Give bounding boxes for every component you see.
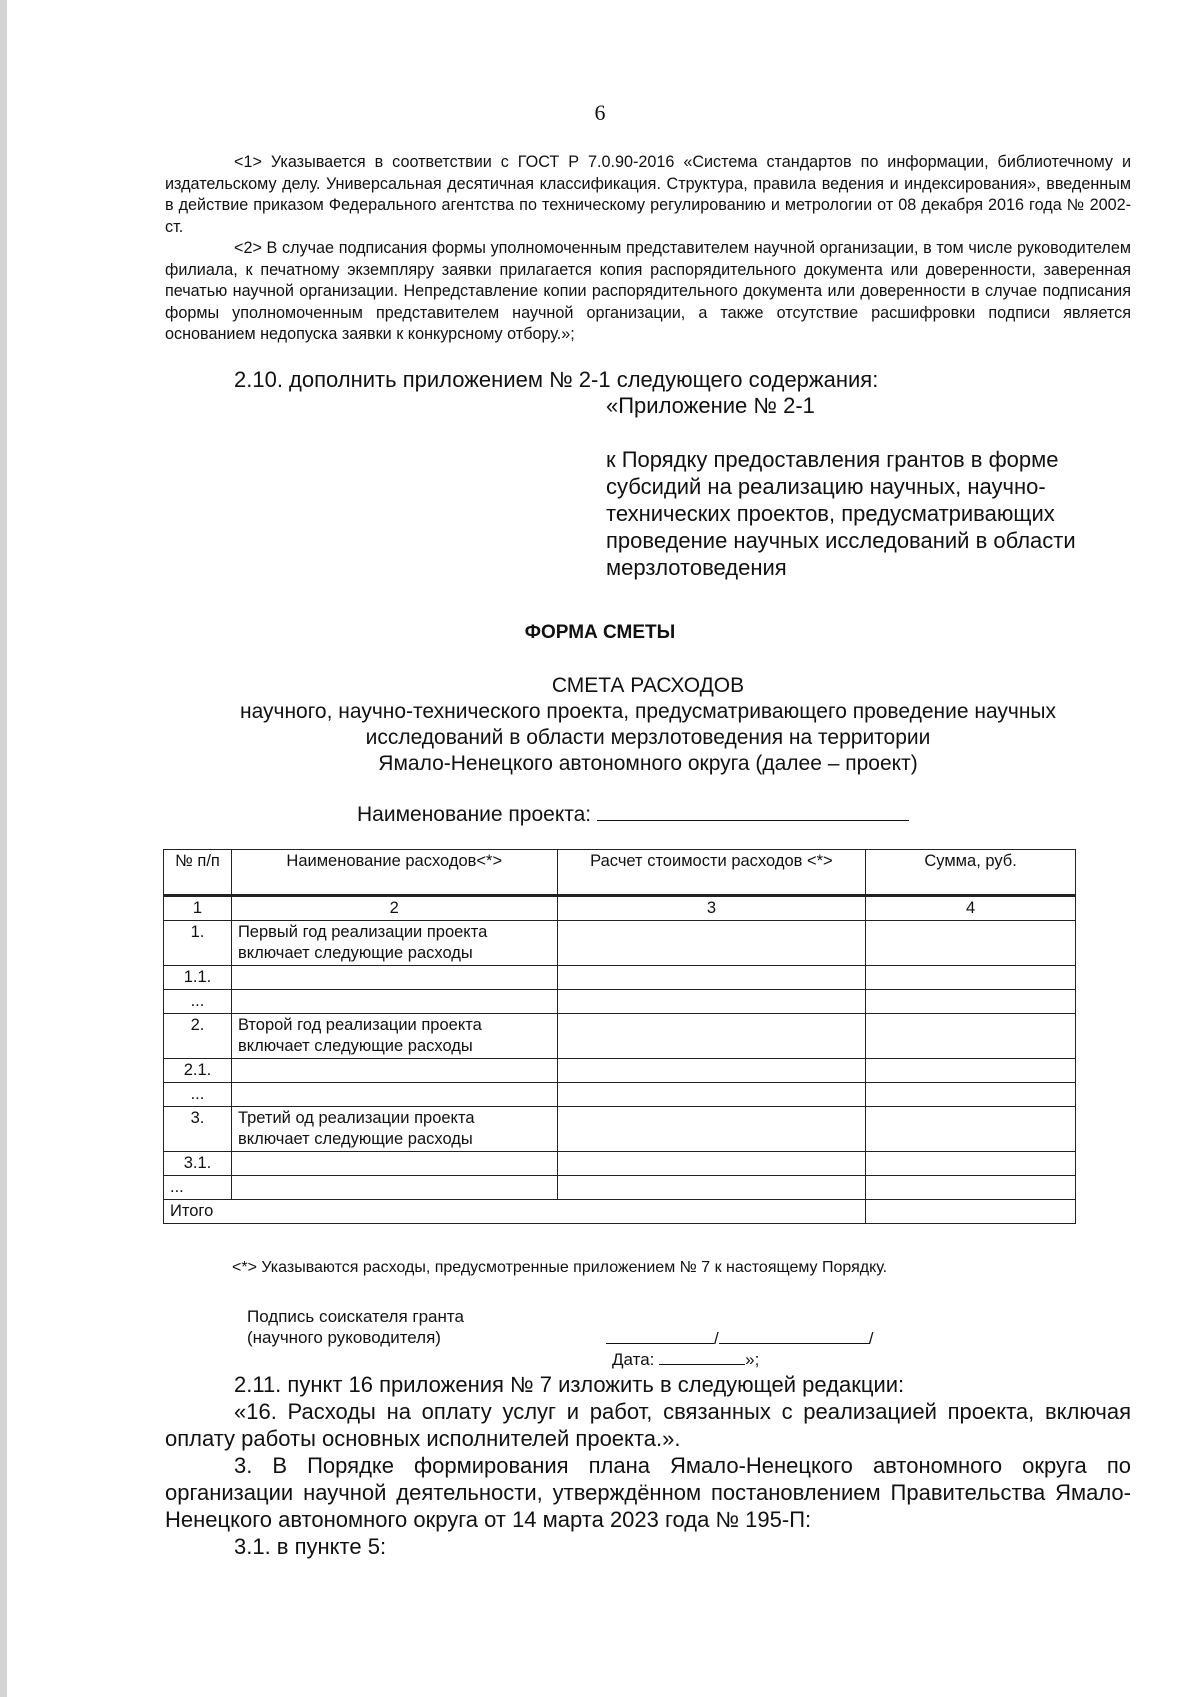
project-name-blank: [597, 800, 909, 821]
signature-blank: [606, 1327, 714, 1344]
body-text: [165, 1371, 1131, 1560]
scan-left-edge: [0, 0, 7, 1697]
signature-sep-2: /: [868, 1329, 874, 1348]
row-calc: [557, 1176, 866, 1200]
clause-3: 3. В Порядке формирования плана Ямало-Ненецкого автономного округа по организации научной деятельности, утверждённом постановлением Правительства Ямало-Ненецкого автономного округа от 14 марта 2023 года № 195-П:: [165, 1453, 1131, 1532]
row-calc: [557, 1083, 866, 1107]
colnum-4: 4: [866, 896, 1076, 921]
signature-decipher-blank: [719, 1327, 869, 1344]
row-calc: [557, 1059, 866, 1083]
row-num: ...: [164, 1083, 232, 1107]
estimate-heading: [165, 673, 1131, 777]
date-blank: [659, 1348, 745, 1365]
colnum-3: 3: [557, 896, 866, 921]
colnum-1: 1: [164, 896, 232, 921]
row-calc: [557, 1107, 866, 1152]
row-sum: [866, 1107, 1076, 1152]
row-calc: [557, 921, 866, 966]
header-sum: Сумма, руб.: [866, 850, 1076, 896]
date-prefix: Дата:: [612, 1350, 655, 1369]
row-sum: [866, 966, 1076, 990]
page-number: 6: [594, 100, 606, 125]
row-sum: [866, 1014, 1076, 1059]
row-sum: [866, 921, 1076, 966]
colnum-2: 2: [231, 896, 557, 921]
row-name: Третий од реализации проекта включает следующие расходы: [231, 1107, 557, 1152]
project-name-label: Наименование проекта:: [357, 803, 592, 826]
row-name: Первый год реализации проекта включает следующие расходы: [231, 921, 557, 966]
row-sum: [866, 1152, 1076, 1176]
row-sum: [866, 1083, 1076, 1107]
table-row: [164, 1107, 1076, 1152]
row-sum: [866, 1059, 1076, 1083]
row-num: 1.1.: [164, 966, 232, 990]
row-name: Второй год реализации проекта включает следующие расходы: [231, 1014, 557, 1059]
total-row: [164, 1200, 1076, 1224]
appendix-title: «Приложение № 2-1: [606, 393, 815, 418]
table-row: [164, 1014, 1076, 1059]
appendix-subtitle: к Порядку предоставления грантов в форме субсидий на реализацию научных, научно-технических проектов, предусматривающих проведение научных исследований в области мерзлотоведения: [606, 447, 1076, 580]
header-calc: Расчет стоимости расходов <*>: [557, 850, 866, 896]
row-name: [231, 990, 557, 1014]
table-row: [164, 966, 1076, 990]
signature-label: [247, 1306, 464, 1348]
estimate-title: СМЕТА РАСХОДОВ: [551, 674, 745, 697]
row-name: [231, 1083, 557, 1107]
footnotes: [165, 152, 1131, 346]
project-name-field: [357, 800, 909, 827]
row-name: [231, 1152, 557, 1176]
table-row: [164, 921, 1076, 966]
row-name: [231, 1059, 557, 1083]
table-note: <*> Указываются расходы, предусмотренные приложением № 7 к настоящему Порядку.: [232, 1259, 888, 1276]
form-title: ФОРМА СМЕТЫ: [524, 622, 676, 643]
clause-3-1: 3.1. в пункте 5:: [234, 1534, 387, 1559]
appendix-header: [606, 392, 1116, 581]
column-number-row: [164, 896, 1076, 921]
estimate-subtitle-3: Ямало-Ненецкого автономного округа (далее – проект): [378, 752, 918, 775]
date-suffix: »;: [745, 1350, 760, 1369]
row-num: ...: [164, 1176, 232, 1200]
row-calc: [557, 966, 866, 990]
clause-2-11: 2.11. пункт 16 приложения № 7 изложить в следующей редакции:: [234, 1372, 905, 1397]
row-num: 3.1.: [164, 1152, 232, 1176]
table-row: [164, 1059, 1076, 1083]
row-calc: [557, 1014, 866, 1059]
signature-line: [606, 1327, 873, 1349]
row-num: 3.: [164, 1107, 232, 1152]
header-num: № п/п: [164, 850, 232, 896]
table-row: [164, 1176, 1076, 1200]
estimate-table: [163, 849, 1076, 1224]
row-name: [231, 1176, 557, 1200]
date-line: [612, 1348, 759, 1370]
row-calc: [557, 990, 866, 1014]
row-num: ...: [164, 990, 232, 1014]
estimate-subtitle-2: исследований в области мерзлотоведения на территории: [365, 726, 931, 749]
estimate-subtitle-1: научного, научно-технического проекта, предусматривающего проведение научных: [239, 700, 1057, 723]
row-num: 2.: [164, 1014, 232, 1059]
table-row: [164, 990, 1076, 1014]
signature-label-2: (научного руководителя): [247, 1328, 441, 1347]
signature-label-1: Подпись соискателя гранта: [247, 1307, 464, 1326]
table-row: [164, 1083, 1076, 1107]
header-name: Наименование расходов<*>: [231, 850, 557, 896]
row-sum: [866, 990, 1076, 1014]
table-row: [164, 1152, 1076, 1176]
row-sum: [866, 1176, 1076, 1200]
row-name: [231, 966, 557, 990]
footnote-1: <1> Указывается в соответствии с ГОСТ Р 7.0.90-2016 «Система стандартов по информации, библиотечному и издательскому делу. Универсальная десятичная классификация. Структура, правила ведения и индексирования», введенным в действие приказом Федерального агентства по техническому регулированию и метрологии от 08 декабря 2016 года № 2002-ст.: [165, 153, 1131, 236]
row-num: 2.1.: [164, 1059, 232, 1083]
footnote-2: <2> В случае подписания формы уполномоченным представителем научной организации, в том числе руководителем филиала, к печатному экземпляру заявки прилагается копия распорядительного документа или доверенности, заверенная печатью научной организации. Непредставление копии распорядительного документа или доверенности в случае подписания формы уполномоченным представителем научной организации, а также отсутствие расшифровки подписи является основанием недопуска заявки к конкурсному отбору.»;: [165, 239, 1131, 343]
row-num: 1.: [164, 921, 232, 966]
row-calc: [557, 1152, 866, 1176]
table-header-row: [164, 850, 1076, 896]
clause-2-10: 2.10. дополнить приложением № 2-1 следующего содержания:: [234, 367, 879, 392]
total-label: Итого: [164, 1200, 866, 1224]
signature-sep-1: /: [714, 1329, 719, 1348]
clause-16: «16. Расходы на оплату услуг и работ, связанных с реализацией проекта, включая оплату работы основных исполнителей проекта.».: [165, 1399, 1131, 1451]
total-sum: [866, 1200, 1076, 1224]
